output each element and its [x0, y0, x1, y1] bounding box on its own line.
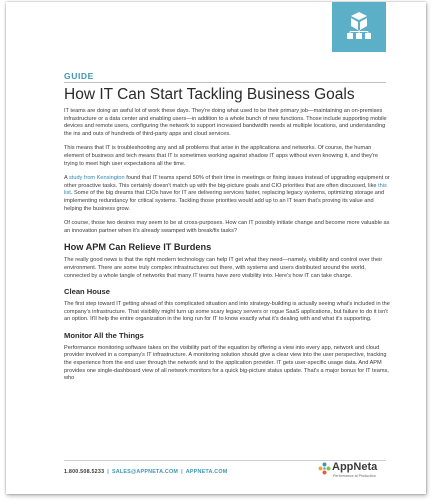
paragraph-intro: IT teams are doing an awful lot of work these days. They're doing what used to be their primary job—maintaining an on-premises infrastructure or a data center and enabling users—in addition to a whole bunch of new functions. Those include supporting mobile devices and remote users, configuring the network to support increased bandwidth needs at multiple locations, and understanding the ins and outs of hundreds of third-party apps and cloud services.	[64, 108, 387, 137]
heading-apm: How APM Can Relieve IT Burdens	[64, 242, 212, 253]
article-body	[64, 108, 392, 390]
paragraph-first-step: The first step toward IT getting ahead of this complicated situation and into strategy-building is actually seeing what's included in the company's infrastructure. That visibility might turn up some scary legacy servers or rogue SaaS applications, but failure to do it isn't an option. It'll help the entire organization in the long run for IT to know exactly what it's dealing with and what it's supporting.	[64, 301, 390, 323]
study-text-post: . Some of the big dreams that CIOs have for IT are delivering services faster, replacing legacy systems, optimizing storage and implementing redundancy for critical systems. Tackling those priorities would add up to an IT team that's proving its value and helping the business grow.	[64, 190, 385, 212]
paragraph-cross-purposes: Of course, those two desires may seem to be at cross-purposes. How can IT possibly initiate change and become more valuable as an innovation partner when it's already swamped with break/fix tasks?	[64, 220, 390, 234]
footer-phone: 1.800.508.5233	[64, 469, 105, 475]
study-link[interactable]: study from Kensington	[68, 175, 125, 182]
cube-network-icon	[343, 10, 375, 44]
heading-clean-house: Clean House	[64, 287, 110, 297]
brand-logo	[318, 461, 388, 483]
footer-contact	[64, 469, 227, 475]
title-divider	[64, 82, 386, 83]
footer-separator: |	[181, 469, 183, 475]
appneta-logo-icon	[318, 462, 331, 476]
document-page	[6, 2, 426, 494]
heading-monitor: Monitor All the Things	[64, 330, 144, 340]
paragraph-troubleshooting: This means that IT is troubleshooting any and all problems that arise in the applications and networks. Of course, the human element of business and tech means that IT is sometimes working against shadow IT apps without even knowing it, and they're trying to meet high user expectations all the time.	[64, 145, 378, 167]
cio-list-link[interactable]: this list	[64, 182, 387, 197]
footer-email-link[interactable]: SALES@APPNETA.COM	[112, 469, 179, 475]
study-text-mid: found that IT teams spend 50% of their time in meetings or fixing issues instead of upgrading equipment or other proactive tasks. This certainly doesn't match up with the big-picture goals and CIO priorities that are often discussed, like	[64, 175, 390, 189]
paragraph-study	[64, 175, 392, 213]
paragraph-monitoring: Performance monitoring software takes on the visibility part of the equation by offering a view into every app, network and cloud provider involved in a company's IT infrastructure. A monitoring solution should give a clear view into the user perspective, tracking the experience from the end user through the network and to the application provider. IT gets user-specific usage data. And APM provides one single-dashboard view of all network monitors for a quick big-picture status update. That's a major bonus for IT teams, who	[64, 344, 389, 382]
footer-separator: |	[107, 469, 109, 475]
page-title: How IT Can Start Tackling Business Goals	[64, 86, 355, 103]
brand-tagline: Performance at Production	[333, 474, 376, 478]
guide-label: GUIDE	[64, 71, 94, 81]
paragraph-good-news: The really good news is that the right modern technology can help IT get what they need—namely, visibility and control over their environment. There are some truly complex infrastructures out there, with systems and users distributed around the world, connected by a whole tangle of networks that many IT teams have zero visibility into. Here's how IT can take charge.	[64, 257, 383, 279]
footer-website-link[interactable]: APPNETA.COM	[185, 469, 228, 475]
header-logo-tile	[332, 2, 386, 52]
brand-name: AppNeta	[332, 461, 378, 473]
study-text-pre: A	[64, 175, 69, 182]
